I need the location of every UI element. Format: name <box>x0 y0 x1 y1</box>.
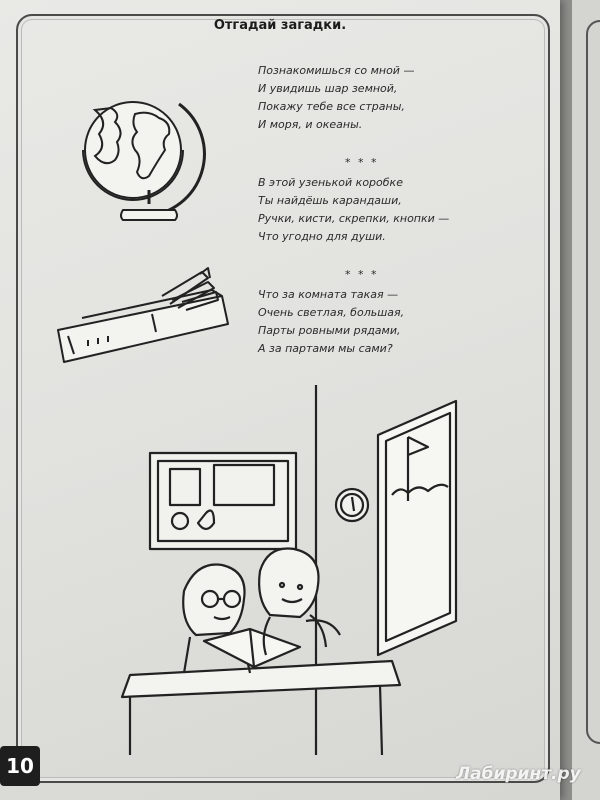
riddle-1 <box>258 62 498 134</box>
page-title: Отгадай загадки. <box>213 18 347 33</box>
riddle-line: В этой узенькой коробке <box>258 176 403 189</box>
riddle-line: Парты ровными рядами, <box>258 324 401 337</box>
globe-icon <box>75 92 195 232</box>
riddle-line: Ручки, кисти, скрепки, кнопки — <box>258 212 450 225</box>
riddle-line: Ты найдёшь карандаши, <box>258 194 402 207</box>
riddle-line: А за партами мы сами? <box>258 342 393 355</box>
riddle-line: Что за комната такая — <box>258 288 399 301</box>
pencil-case-icon <box>52 266 232 376</box>
riddle-3 <box>258 286 498 358</box>
riddle-line: И моря, и океаны. <box>258 118 363 131</box>
riddle-line: И увидишь шар земной, <box>258 82 398 95</box>
riddle-line: Покажу тебе все страны, <box>258 100 405 113</box>
watermark: Лабиринт.ру <box>456 764 581 784</box>
riddle-line: Что угодно для души. <box>258 230 386 243</box>
page-number: 10 <box>0 746 40 786</box>
riddle-separator: * * * <box>345 156 379 169</box>
riddle-separator: * * * <box>345 268 379 281</box>
classroom-illustration <box>110 385 480 765</box>
riddle-2 <box>258 174 498 246</box>
riddle-line: Познакомишься со мной — <box>258 64 415 77</box>
riddle-line: Очень светлая, большая, <box>258 306 405 319</box>
next-page-border <box>586 20 600 744</box>
